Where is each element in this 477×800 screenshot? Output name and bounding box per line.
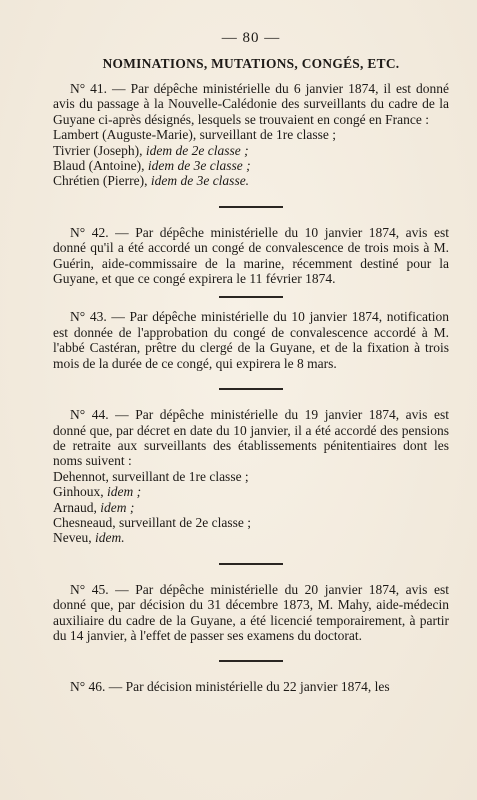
list-item-role: idem de 3e classe.	[150, 173, 250, 189]
section-divider	[219, 563, 283, 565]
list-item	[53, 515, 449, 530]
list-item	[53, 143, 449, 158]
list-item-name: Ginhoux,	[53, 484, 104, 500]
list-item-name: Blaud (Antoine),	[53, 158, 145, 174]
entry-43	[53, 309, 449, 371]
list-item-name: Lambert (Auguste-Marie),	[53, 127, 197, 143]
list-item	[53, 127, 449, 142]
entry-45-text: N° 45. — Par dépêche ministérielle du 20 janvier 1874, avis est donné que, par décision du 31 décembre 1873, M. Mahy, aide-médecin auxiliaire du cadre de la Guyane, a été licencié temporairement, à partir du 14 janvier, à l'effet de passer ses examens du doctorat.	[53, 581, 449, 643]
list-item	[53, 530, 449, 545]
list-item-role: idem de 2e classe ;	[145, 142, 249, 158]
entry-46	[53, 679, 449, 694]
entry-46-text: N° 46. — Par décision ministérielle du 22 janvier 1874, les	[70, 679, 390, 695]
entry-42-text: N° 42. — Par dépêche ministérielle du 10 janvier 1874, avis est donné qu'il a été accordé un congé de convalescence de trois mois à M. Guérin, aide-commissaire de la marine, récemment destiné pour la Guyane, et que ce congé expirera le 11 février 1874.	[53, 224, 449, 287]
list-item-name: Tivrier (Joseph),	[53, 142, 143, 158]
list-item-role: idem.	[94, 530, 125, 546]
section-title: NOMINATIONS, MUTATIONS, CONGÉS, ETC.	[102, 56, 400, 71]
list-item	[53, 173, 449, 188]
list-item-role: surveillant de 1re classe ;	[112, 468, 249, 484]
list-item-name: Neveu,	[53, 530, 92, 546]
entry-42	[53, 225, 449, 287]
list-item-name: Chesneaud,	[53, 514, 116, 530]
entry-44-list	[53, 469, 449, 546]
entry-41	[53, 81, 449, 189]
list-item-role: surveillant de 2e classe ;	[118, 514, 251, 530]
section-divider	[219, 660, 283, 662]
section-divider	[219, 206, 283, 208]
entry-41-text: N° 41. — Par dépêche ministérielle du 6 janvier 1874, il est donné avis du passage à la Nouvelle-Calédonie des surveillants du cadre de la Guyane ci-après désignés, lesquels se trouvaient en congé en France :	[53, 81, 449, 127]
entry-43-text: N° 43. — Par dépêche ministérielle du 10 janvier 1874, notification est donnée de l'approbation du congé de convalescence accordé à M. l'abbé Castéran, prêtre du clergé de la Guyane, et de la fixation à trois mois de la durée de ce congé, qui expirera le 8 mars.	[53, 309, 449, 371]
list-item	[53, 158, 449, 173]
list-item	[53, 500, 449, 515]
entry-44	[53, 407, 449, 546]
page-number: — 80 —	[221, 30, 281, 46]
list-item-role: idem ;	[107, 484, 142, 500]
list-item	[53, 469, 449, 484]
list-item-name: Arnaud,	[53, 499, 97, 515]
list-item-role: surveillant de 1re classe ;	[199, 127, 337, 143]
entry-41-list	[53, 127, 449, 189]
entry-44-text: N° 44. — Par dépêche ministérielle du 19 janvier 1874, avis est donné que, par décret en date du 10 janvier, il a été accordé des pensions de retraite aux surveillants des établissements pénitentiaires dont les noms suivent :	[53, 407, 449, 469]
list-item-role: idem ;	[100, 499, 135, 515]
list-item-name: Chrétien (Pierre),	[53, 173, 148, 189]
entry-45	[53, 582, 449, 644]
list-item-role: idem de 3e classe ;	[147, 158, 251, 174]
section-divider	[219, 388, 283, 390]
list-item	[53, 484, 449, 499]
section-divider	[219, 296, 283, 298]
list-item-name: Dehennot,	[53, 468, 109, 484]
